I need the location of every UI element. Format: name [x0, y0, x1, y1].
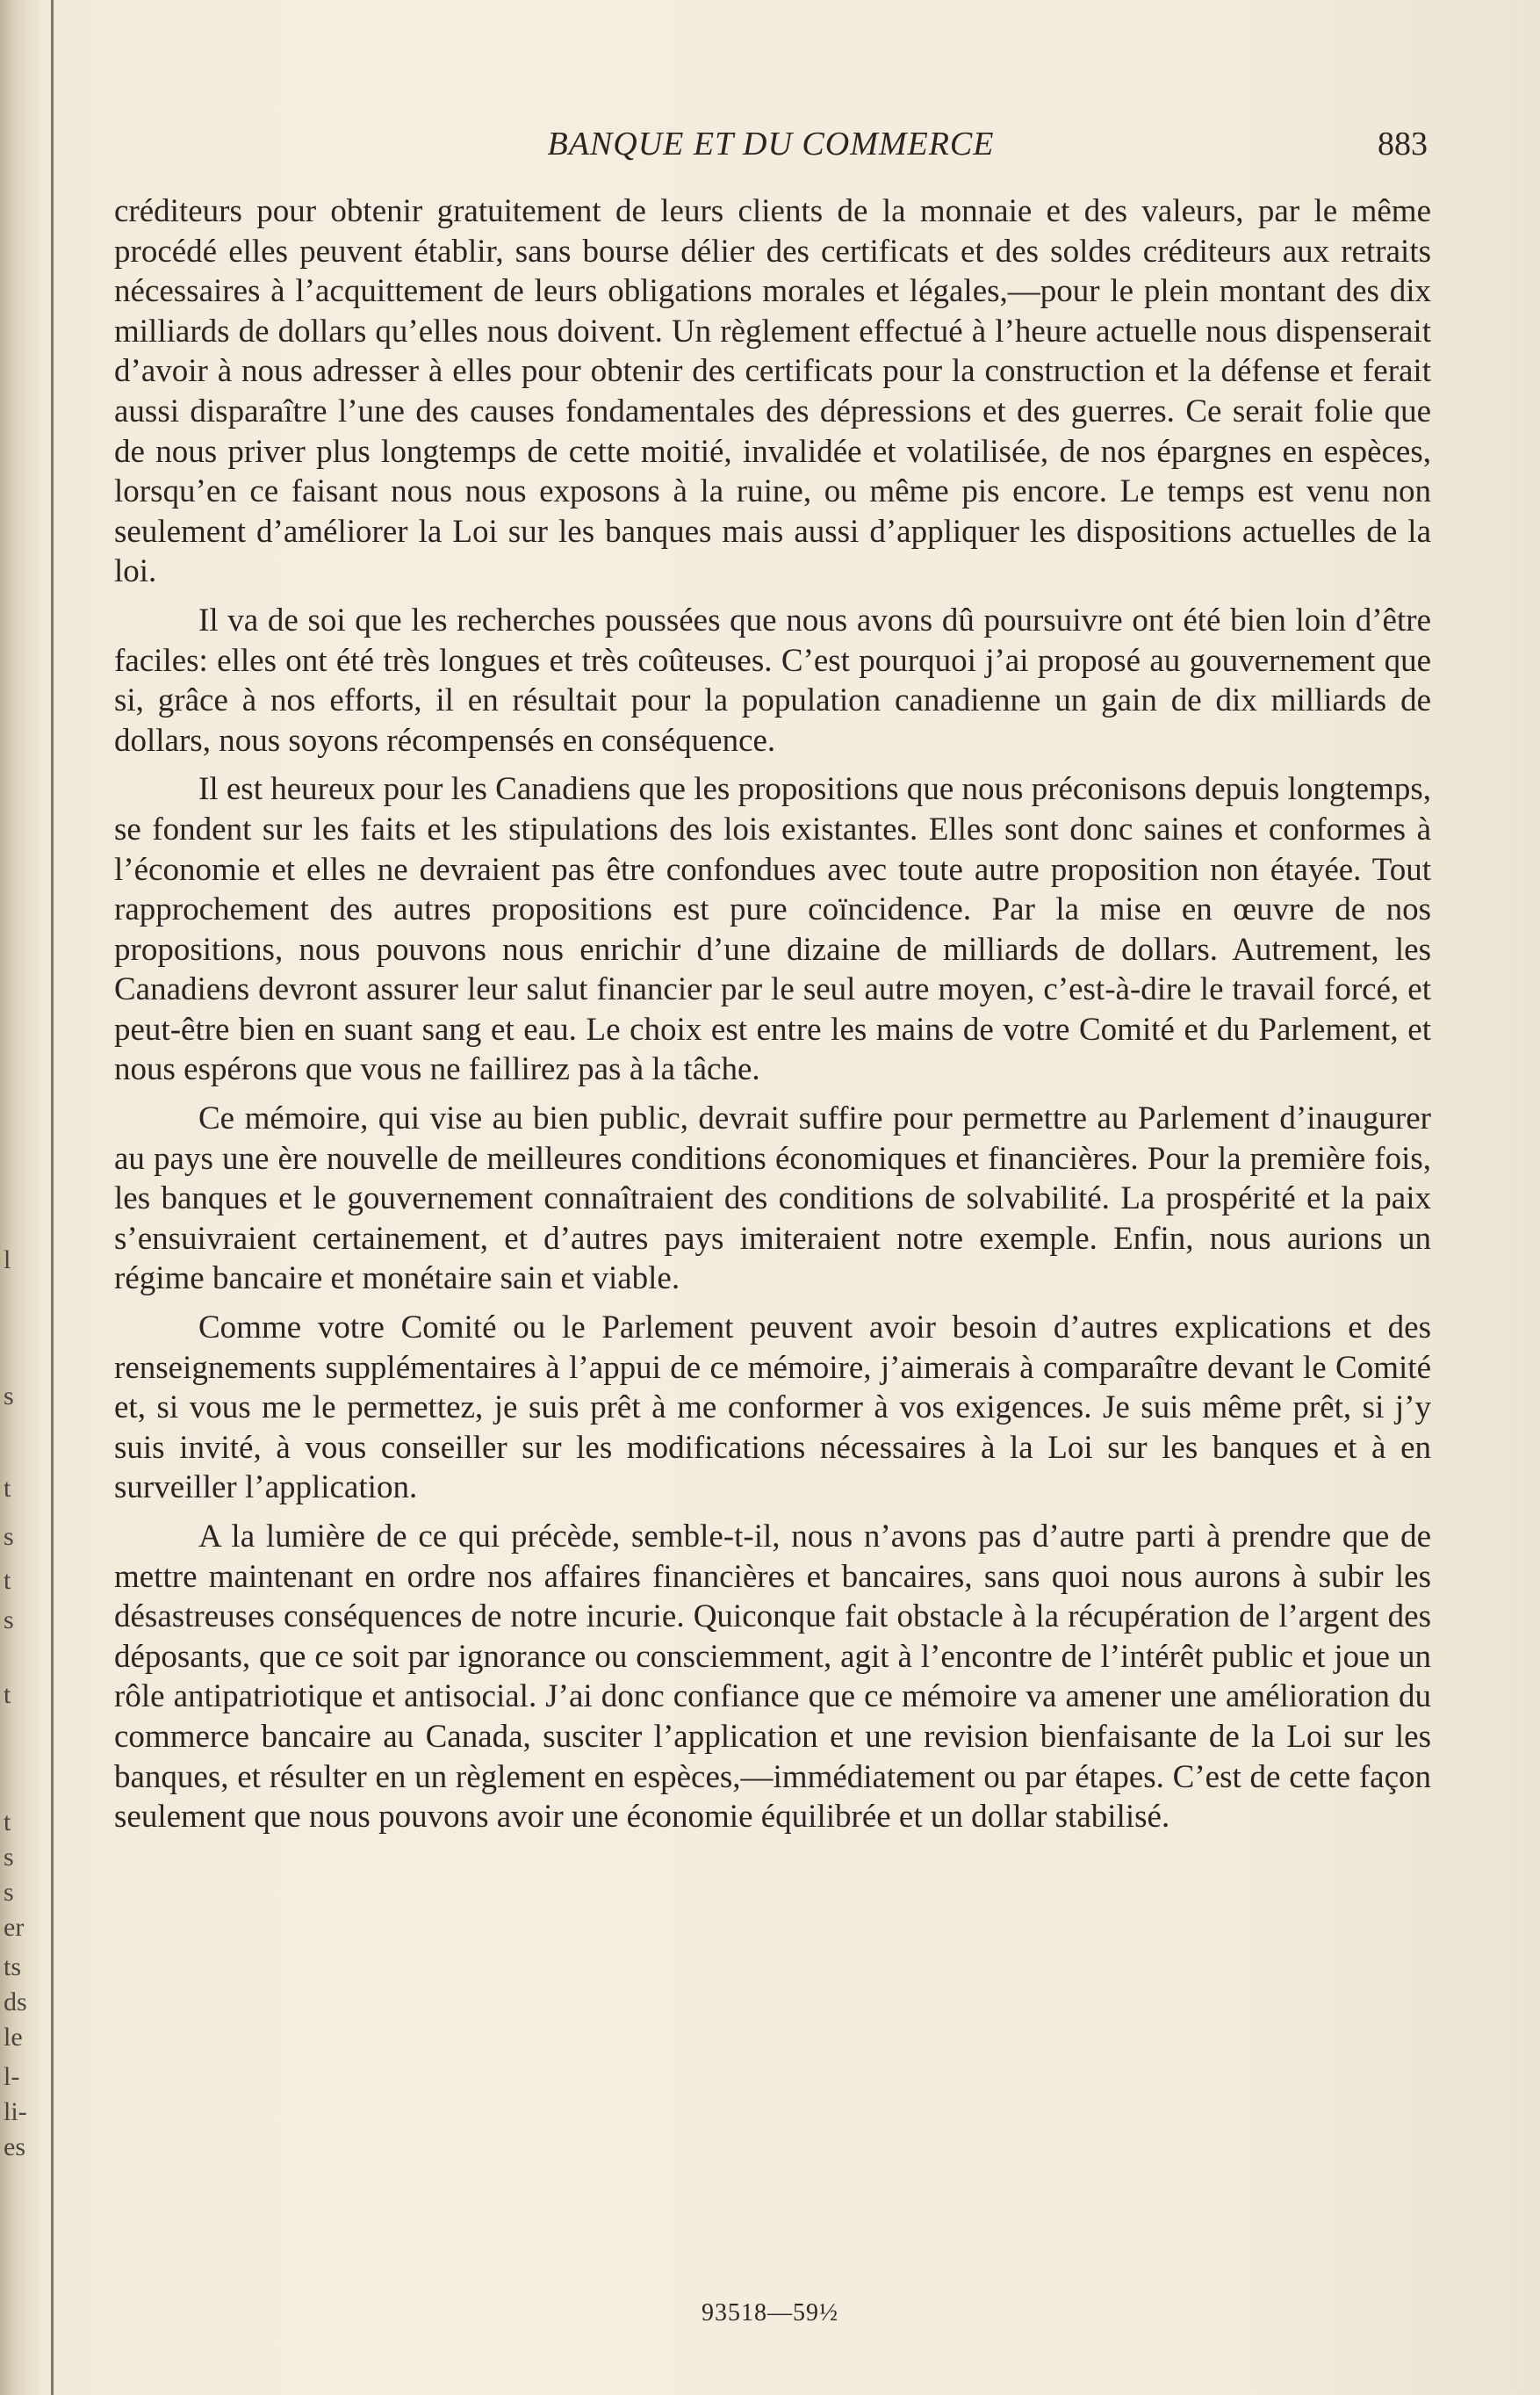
margin-fragment: er [4, 1913, 25, 1942]
margin-fragment: s [4, 1878, 14, 1907]
body-text [114, 191, 1431, 1846]
page-header [114, 118, 1428, 170]
page-number: 883 [1378, 126, 1428, 162]
margin-fragment: t [4, 1807, 11, 1836]
binding-edge-line [51, 0, 54, 2395]
paragraph: Il va de soi que les recherches poussées que nous avons dû poursuivre ont été bien loin d’être faciles: elles ont été très longues et très coûteuses. C’est pourquoi j’ai proposé au gouvernement que si, grâce à nos efforts, il en résultait pour la population canadienne un gain de dix milliards de dollars, nous soyons récompensés en conséquence. [114, 602, 1431, 759]
margin-fragment: t [4, 1474, 11, 1503]
margin-fragment: s [4, 1843, 14, 1872]
facing-page-margin-fragments [0, 0, 35, 2395]
paragraph: A la lumière de ce qui précède, semble-t-il, nous n’avons pas d’autre parti à prendre que de mettre maintenant en ordre nos affaires financières et bancaires, sans quoi nous aurons à subir les désastreuses conséquences de notre incurie. Quiconque fait obstacle à la récupération de l’argent des déposants, que ce soit par ignorance ou consciemment, agit à l’encontre de l’intérêt public et joue un rôle antipatriotique et antisocial. J’ai donc confiance que ce mémoire va amener une amélioration du commerce bancaire au Canada, susciter l’application et une revision bienfaisante de la Loi sur les banques, et résulter en un règlement en espèces,—immédiatement ou par étapes. C’est de cette façon seulement que nous pouvons avoir une économie équilibrée et un dollar stabilisé. [114, 1519, 1431, 1836]
paragraph: Ce mémoire, qui vise au bien public, devrait suffire pour permettre au Parlement d’inaugurer au pays une ère nouvelle de meilleures conditions économiques et financières. Pour la première fois, les banques et le gouvernement connaîtraient des conditions de solvabilité. La prospérité et la paix s’ensuivraient certainement, et d’autres pays imiteraient notre exemple. Enfin, nous aurions un régime bancaire et monétaire sain et viable. [114, 1100, 1431, 1297]
margin-fragment: l [4, 1245, 11, 1274]
paragraph: Comme votre Comité ou le Parlement peuvent avoir besoin d’autres explications et des renseignements supplémentaires à l’appui de ce mémoire, j’aimerais à comparaître devant le Comité et, si vous me le permettez, je suis prêt à me conformer à vos exigences. Je suis même prêt, si j’y suis invité, à vous conseiller sur les modifications nécessaires à la Loi sur les banques et à en surveiller l’application. [114, 1309, 1431, 1506]
margin-fragment: le [4, 2023, 23, 2052]
margin-fragment: li- [4, 2097, 27, 2126]
margin-fragment: l- [4, 2062, 20, 2091]
margin-fragment: es [4, 2132, 25, 2161]
paragraph: Il est heureux pour les Canadiens que les propositions que nous préconisons depuis longtemps, se fondent sur les faits et les stipulations des lois existantes. Elles sont donc saines et conformes à l’économie et elles ne devraient pas être confondues avec toute autre proposition non étayée. Tout rapprochement des autres propositions est pure coïncidence. Par la mise en œuvre de nos propositions, nous pouvons nous enrichir d’une dizaine de milliards de dollars. Autrement, les Canadiens devront assurer leur salut financier par le seul autre moyen, c’est-à-dire le travail forcé, et peut-être bien en suant sang et eau. Le choix est entre les mains de votre Comité et du Parlement, et nous espérons que vous ne faillirez pas à la tâche. [114, 771, 1431, 1088]
margin-fragment: ts [4, 1952, 22, 1981]
margin-fragment: t [4, 1566, 11, 1595]
paragraph: créditeurs pour obtenir gratuitement de leurs clients de la monnaie et des valeurs, par le même procédé elles peuvent établir, sans bourse délier des certificats et des soldes créditeurs aux retraits nécessaires à l’acquittement de leurs obligations morales et légales,—pour le plein montant des dix milliards de dollars qu’elles nous doivent. Un règlement effectué à l’heure actuelle nous dispenserait d’avoir à nous adresser à elles pour obtenir des certificats pour la construction et la défense et ferait aussi disparaître l’une des causes fondamentales des dépressions et des guerres. Ce serait folie que de nous priver plus longtemps de cette moitié, invalidée et volatilisée, de nos épargnes en espèces, lorsqu’en ce faisant nous nous exposons à la ruine, ou même pis encore. Le temps est venu non seulement d’améliorer la Loi sur les banques mais aussi d’appliquer les dispositions actuelles de la loi. [114, 193, 1431, 590]
margin-fragment: ds [4, 1987, 27, 2016]
margin-fragment: s [4, 1605, 14, 1634]
margin-fragment: t [4, 1680, 11, 1709]
running-title: BANQUE ET DU COMMERCE [547, 126, 995, 162]
margin-fragment: s [4, 1522, 14, 1551]
printer-signature: 93518—59½ [702, 2299, 838, 2326]
margin-fragment: s [4, 1381, 14, 1410]
